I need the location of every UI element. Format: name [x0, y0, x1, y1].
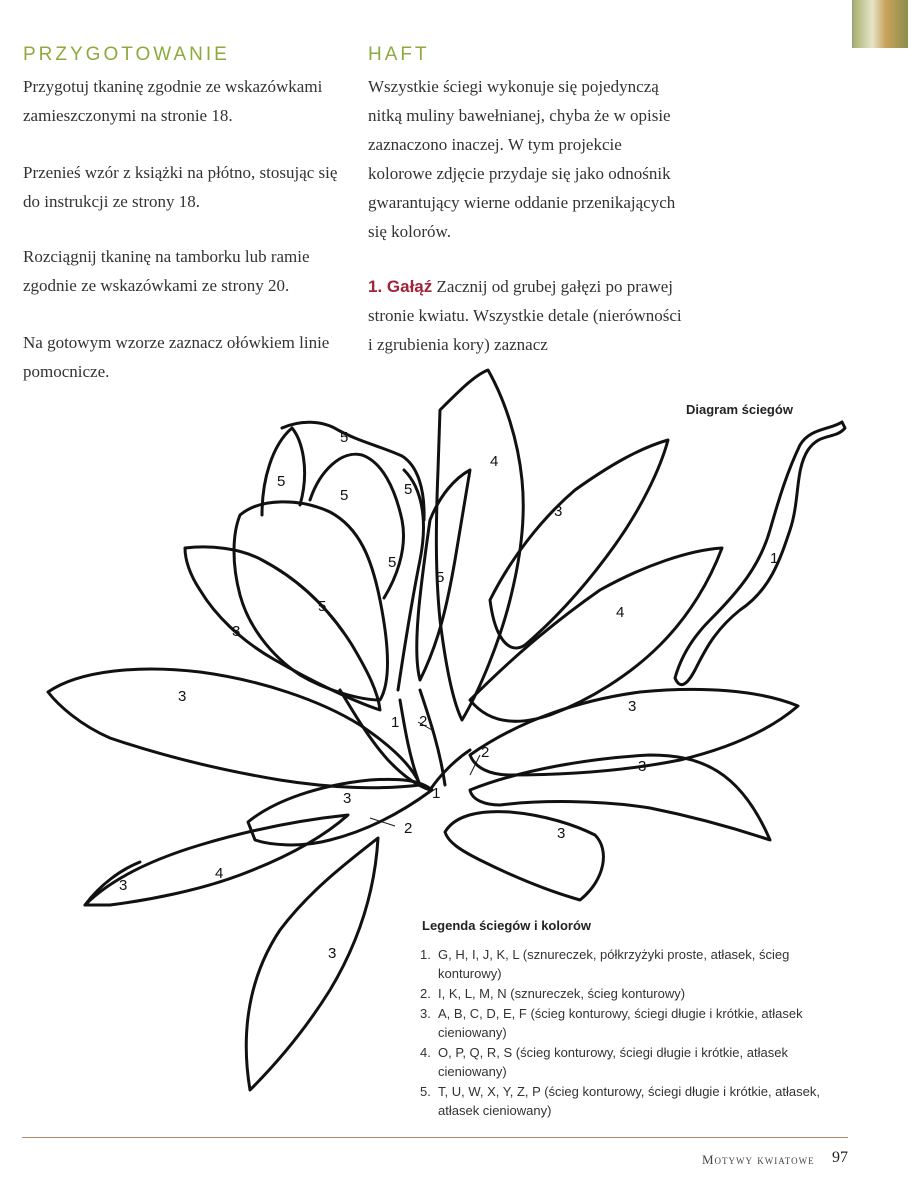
legend-item-number: 4. [420, 1045, 431, 1060]
leaf-bottom-right [445, 812, 603, 900]
legend-item-text: T, U, W, X, Y, Z, P (ścieg konturowy, ściegi długie i krótkie, atłasek, atłasek cieniowany) [438, 1084, 820, 1118]
branch-outline [675, 422, 845, 685]
legend-item-number: 5. [420, 1084, 431, 1099]
region-number: 3 [554, 503, 563, 520]
leaf-left-upper [185, 547, 380, 710]
region-number: 3 [328, 945, 337, 962]
bud-right-petal [398, 470, 423, 690]
prep-paragraph-4: Na gotowym wzorze zaznacz ołówkiem linie pomocnicze. [23, 333, 330, 381]
stem-right [420, 690, 445, 785]
region-number: 3 [638, 758, 647, 775]
step-1-label: 1. Gałąź [368, 277, 433, 296]
region-number: 2 [404, 820, 413, 837]
legend-item [420, 1043, 840, 1081]
region-number: 3 [557, 825, 566, 842]
prep-paragraph-2: Przenieś wzór z książki na płótno, stosując się do instrukcji ze strony 18. [23, 163, 338, 211]
leaf-tall [436, 370, 523, 720]
region-number: 3 [232, 623, 241, 640]
region-number: 1 [770, 550, 779, 567]
region-number: 4 [616, 604, 625, 621]
step-1-text: Zacznij od grubej gałęzi po prawej stronie kwiatu. Wszystkie detale (nierówności i zgrubienia kory) zaznacz [368, 277, 682, 354]
legend-item-text: I, K, L, M, N (sznureczek, ścieg konturowy) [438, 986, 686, 1001]
leaf-bottom-long [246, 838, 378, 1090]
legend-item-number: 1. [420, 947, 431, 962]
region-number: 1 [432, 785, 441, 802]
region-number: 5 [404, 481, 413, 498]
region-number: 5 [340, 429, 349, 446]
region-number: 2 [481, 744, 490, 761]
legend-item-number: 3. [420, 1006, 431, 1021]
legend-item [420, 945, 840, 983]
diagram-title: Diagram ściegów [686, 402, 793, 417]
legend-item-number: 2. [420, 986, 431, 1001]
bud-middle-petal [310, 454, 404, 598]
legend-item-text: G, H, I, J, K, L (sznureczek, półkrzyżyki proste, atłasek, ścieg konturowy) [438, 947, 790, 981]
stem-center [430, 750, 470, 790]
region-number: 3 [119, 877, 128, 894]
region-number: 4 [490, 453, 499, 470]
region-number: 5 [436, 569, 445, 586]
legend-item [420, 984, 840, 1003]
embroidery-intro: Wszystkie ściegi wykonuje się pojedynczą nitką muliny bawełnianej, chyba że w opisie zaznaczono inaczej. W tym projekcie kolorowe zdjęcie przydaje się jako odnośnik gwarantujący wierne oddanie przenikających się kolorów. [368, 77, 676, 241]
region-number: 3 [178, 688, 187, 705]
legend-item [420, 1082, 840, 1120]
region-number: 4 [215, 865, 224, 882]
region-number: 1 [391, 714, 400, 731]
region-number: 5 [318, 598, 327, 615]
legend-item-text: A, B, C, D, E, F (ścieg konturowy, ściegi długie i krótkie, atłasek cieniowany) [438, 1006, 803, 1040]
prep-paragraph-3: Rozciągnij tkaninę na tamborku lub ramie zgodnie ze wskazówkami ze strony 20. [23, 247, 310, 295]
legend-item-text: O, P, Q, R, S (ścieg konturowy, ściegi długie i krótkie, atłasek cieniowany) [438, 1045, 788, 1079]
leaf-right [470, 548, 722, 721]
heading-preparation: PRZYGOTOWANIE [23, 44, 230, 65]
footer-rule [22, 1137, 848, 1138]
footer-section-title: Motywy kwiatowe [702, 1152, 815, 1167]
leaf-upper-right [490, 440, 668, 648]
legend-list [420, 945, 840, 1121]
region-number: 3 [628, 698, 637, 715]
region-number: 2 [419, 713, 428, 730]
prep-paragraph-1: Przygotuj tkaninę zgodnie ze wskazówkami zamieszczonymi na stronie 18. [23, 77, 323, 125]
page-number: 97 [832, 1149, 848, 1166]
region-number: 5 [340, 487, 349, 504]
legend-title: Legenda ściegów i kolorów [422, 918, 592, 933]
region-number: 5 [277, 473, 286, 490]
heading-embroidery: HAFT [368, 44, 430, 65]
region-number: 5 [388, 554, 397, 571]
legend-item [420, 1004, 840, 1042]
region-number: 3 [343, 790, 352, 807]
